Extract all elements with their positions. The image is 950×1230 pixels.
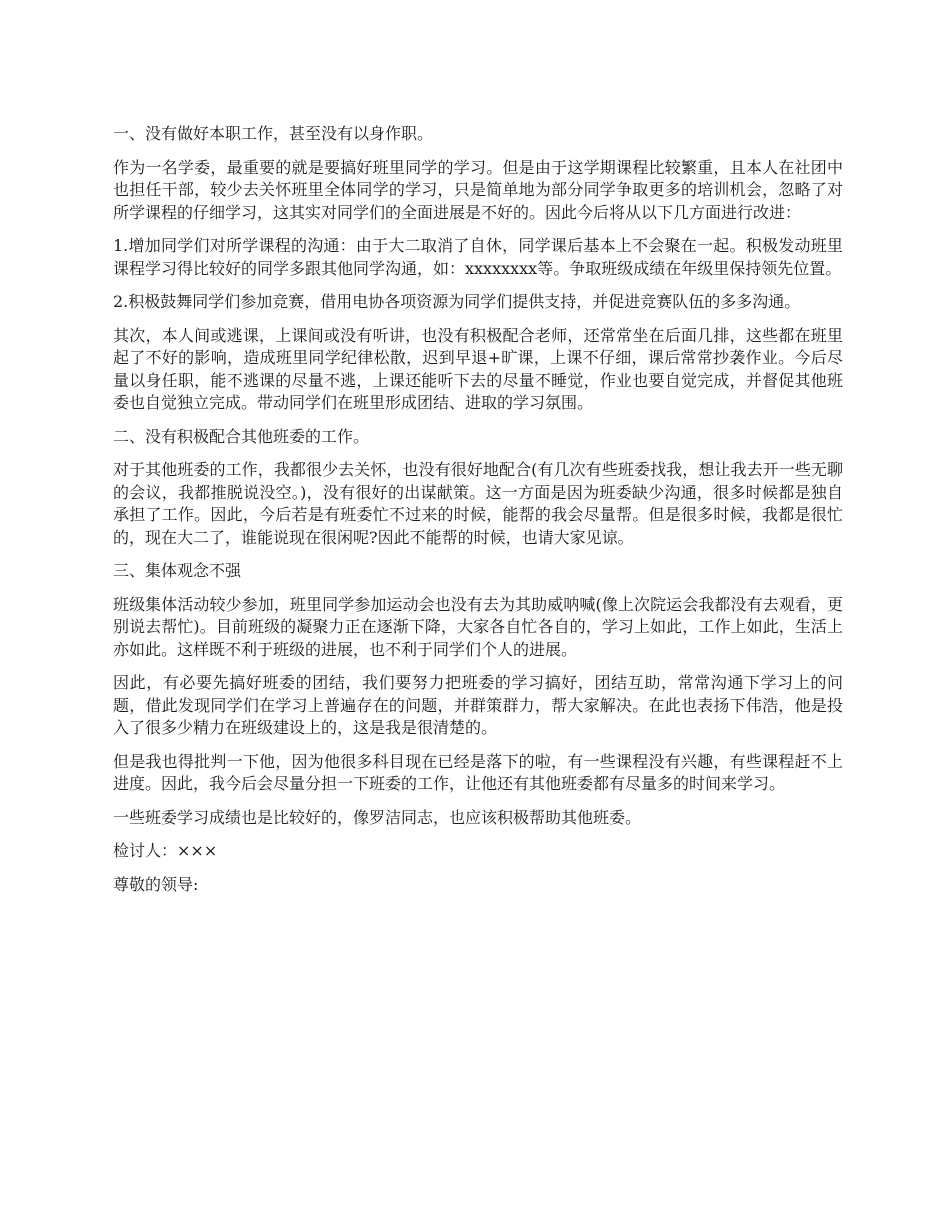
paragraph: 作为一名学委，最重要的就是要搞好班里同学的学习。但是由于这学期课程比较繁重，且本人在社团中也担任干部，较少去关怀班里全体同学的学习，只是简单地为部分同学争取更多的培训机会，忽略了对所学课程的仔细学习，这其实对同学们的全面进展是不好的。因此今后将从以下几方面进行改进： (113, 157, 843, 222)
paragraph: 一些班委学习成绩也是比较好的，像罗洁同志，也应该积极帮助其他班委。 (113, 807, 642, 827)
section-heading-1: 一、没有做好本职工作，甚至没有以身作职。 (113, 124, 434, 143)
section-heading-2: 二、没有积极配合其他班委的工作。 (113, 426, 370, 446)
document-body (113, 123, 843, 907)
paragraph: 因此，有必要先搞好班委的团结，我们要努力把班委的学习搞好，团结互助，常常沟通下学习上的问题，借此发现同学们在学习上普遍存在的问题，并群策群力，帮大家解决。在此也表扬下伟浩，他是投入了很多少精力在班级建设上的，这是我是很清楚的。 (113, 673, 843, 737)
paragraph: 其次，本人间或逃课，上课间或没有听讲，也没有积极配合老师，还常常坐在后面几排，这些都在班里起了不好的影响，造成班里同学纪律松散，迟到早退+旷课，上课不仔细，课后常常抄袭作业。今后尽量以身任职，能不逃课的尽量不逃，上课还能听下去的尽量不睡觉，作业也要自觉完成，并督促其他班委也自觉独立完成。带动同学们在班里形成团结、进取的学习氛围。 (113, 325, 843, 412)
paragraph: 对于其他班委的工作，我都很少去关怀，也没有很好地配合(有几次有些班委找我，想让我去开一些无聊的会议，我都推脱说没空。)，没有很好的出谋献策。这一方面是因为班委缺少沟通，很多时候都是独自承担了工作。因此，今后若是有班委忙不过来的时候，能帮的我会尽量帮。但是很多时候，我都是很忙的，现在大二了，谁能说现在很闲呢?因此不能帮的时候，也请大家见谅。 (113, 460, 843, 547)
section-heading-3: 三、集体观念不强 (113, 561, 242, 580)
list-item: 1.增加同学们对所学课程的沟通：由于大二取消了自休，同学课后基本上不会聚在一起。积极发动班里课程学习得比较好的同学多跟其他同学沟通，如：xxxxxxxx等。争取班级成绩在年级里保持领先位置。 (113, 236, 843, 278)
list-item: 2.积极鼓舞同学们参加竞赛，借用电协各项资源为同学们提供支持，并促进竞赛队伍的多多沟通。 (113, 292, 801, 311)
signature-line: 检讨人：××× (113, 841, 218, 860)
paragraph: 班级集体活动较少参加，班里同学参加运动会也没有去为其助威呐喊(像上次院运会我都没有去观看，更别说去帮忙)。目前班级的凝聚力正在逐渐下降，大家各自忙各自的，学习上如此，工作上如此，生活上亦如此。这样既不利于班级的进展，也不利于同学们个人的进展。 (113, 594, 843, 659)
salutation: 尊敬的领导: (113, 874, 199, 894)
paragraph: 但是我也得批判一下他，因为他很多科目现在已经是落下的啦，有一些课程没有兴趣，有些课程赶不上进度。因此，我今后会尽量分担一下班委的工作，让他还有其他班委都有尽量多的时间来学习。 (113, 751, 843, 793)
